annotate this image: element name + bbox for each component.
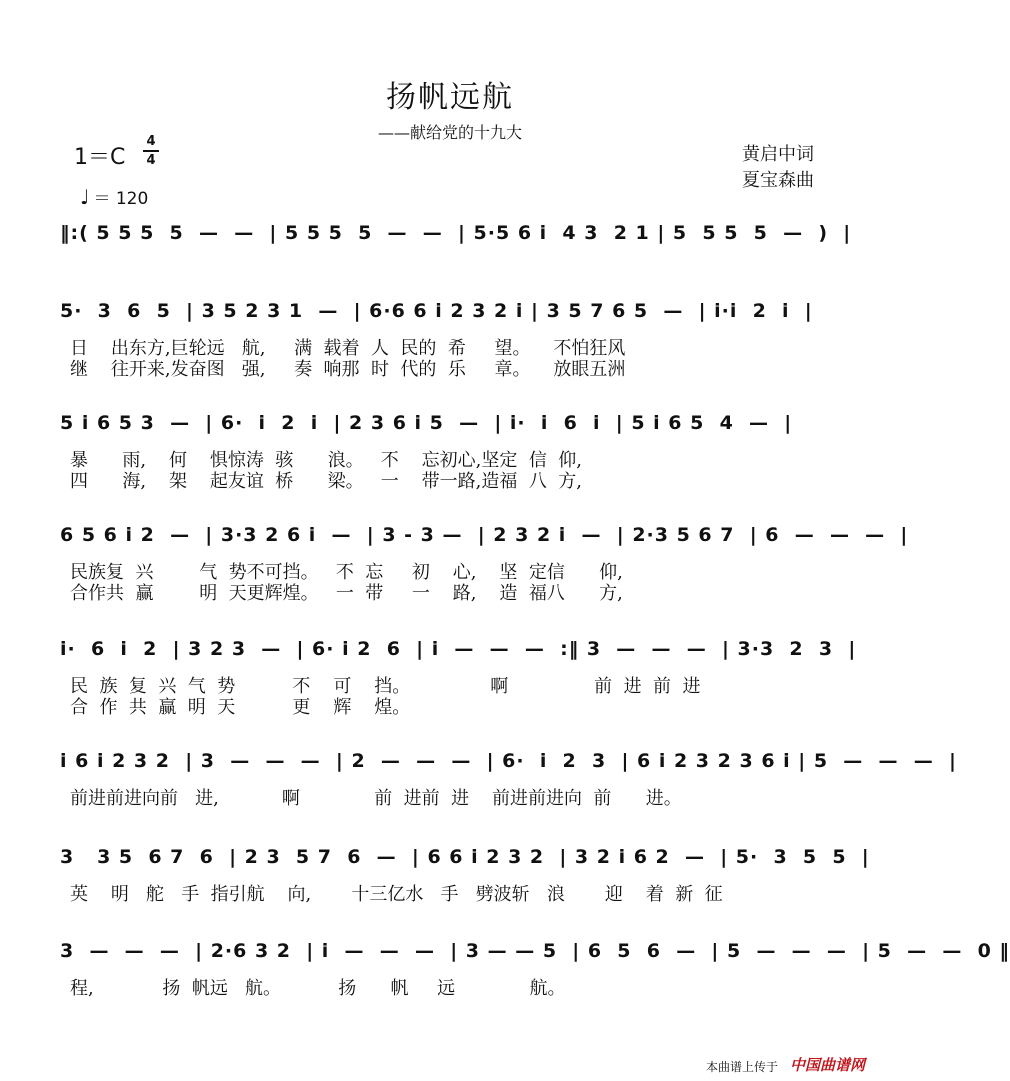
lyric-verse-1: 日 出东方,巨轮远 航, 满 载着 人 民的 希 望。 不怕狂风	[70, 338, 626, 359]
lyric-verse-1: 前进前进向前 进, 啊 前 进前 进 前进前进向 前 进。	[70, 788, 682, 809]
lyricist: 黄启中词	[742, 144, 814, 165]
lyric-verse-1: 民 族 复 兴 气 势 不 可 挡。 啊 前 进 前 进	[70, 676, 701, 697]
site-logo[interactable]: 中国曲谱网	[790, 1056, 866, 1074]
notation: 5· 3 6 5 | 3 5 2 3 1 — | 6·6 6 i 2 3 2 i | 3 5 7 6 5 — | i·i 2 i |	[60, 300, 813, 322]
page-title: 扬帆远航	[386, 80, 514, 115]
time-signature-top: 4	[146, 134, 156, 149]
lyric-verse-2: 合作共 赢 明 天更辉煌。 一 带 一 路, 造 福八 方,	[70, 583, 623, 604]
time-signature-bottom: 4	[146, 153, 156, 168]
lyric-verse-1: 英 明 舵 手 指引航 向, 十三亿水 手 劈波斩 浪 迎 着 新 征	[70, 884, 723, 905]
notation: i 6 i 2 3 2 | 3 — — — | 2 — — — | 6· i 2 3 | 6 i 2 3 2 3 6 i | 5 — — — |	[60, 750, 957, 772]
notation: 5 i 6 5 3 — | 6· i 2 i | 2 3 6 i 5 — | i· i 6 i | 5 i 6 5 4 — |	[60, 412, 793, 434]
tempo-marking	[80, 184, 148, 209]
lyric-verse-1: 程, 扬 帆远 航。 扬 帆 远 航。	[70, 978, 566, 999]
tempo-value: ＝ 120	[93, 189, 149, 209]
lyric-verse-1: 民族复 兴 气 势不可挡。 不 忘 初 心, 坚 定信 仰,	[70, 562, 623, 583]
subtitle: ——献给党的十九大	[377, 123, 522, 142]
lyric-verse-2: 四 海, 架 起友谊 桥 梁。 一 带一路,造福 八 方,	[70, 471, 582, 492]
notation: 3 — — — | 2·6 3 2 | i — — — | 3 — — 5 | 6 5 6 — | 5 — — — | 5 — — 0 ‖	[60, 940, 1010, 962]
notation: 6 5 6 i 2 — | 3·3 2 6 i — | 3 - 3 — | 2 3 2 i — | 2·3 5 6 7 | 6 — — — |	[60, 524, 909, 546]
lyric-verse-2: 合 作 共 赢 明 天 更 辉 煌。	[70, 697, 411, 718]
composer: 夏宝森曲	[742, 170, 814, 191]
quarter-note-icon: ♩	[80, 185, 90, 209]
notation: ‖:( 5 5 5 5 — — | 5 5 5 5 — — | 5·5 6 i 4 3 2 1 | 5 5 5 5 — ) |	[60, 222, 852, 244]
lyric-verse-1: 暴 雨, 何 惧惊涛 骇 浪。 不 忘初心,坚定 信 仰,	[70, 450, 582, 471]
footer-text: 本曲谱上传于	[706, 1060, 779, 1074]
time-signature	[143, 134, 159, 168]
notation: i· 6 i 2 | 3 2 3 — | 6· i 2 6 | i — — — :‖ 3 — — — | 3·3 2 3 |	[60, 638, 857, 660]
lyric-verse-2: 继 往开来,发奋图 强, 奏 响那 时 代的 乐 章。 放眼五洲	[70, 359, 626, 380]
key-signature: 1＝C	[74, 145, 126, 170]
notation: 3 3 5 6 7 6 | 2 3 5 7 6 — | 6 6 i 2 3 2 | 3 2 i 6 2 — | 5· 3 5 5 |	[60, 846, 870, 868]
